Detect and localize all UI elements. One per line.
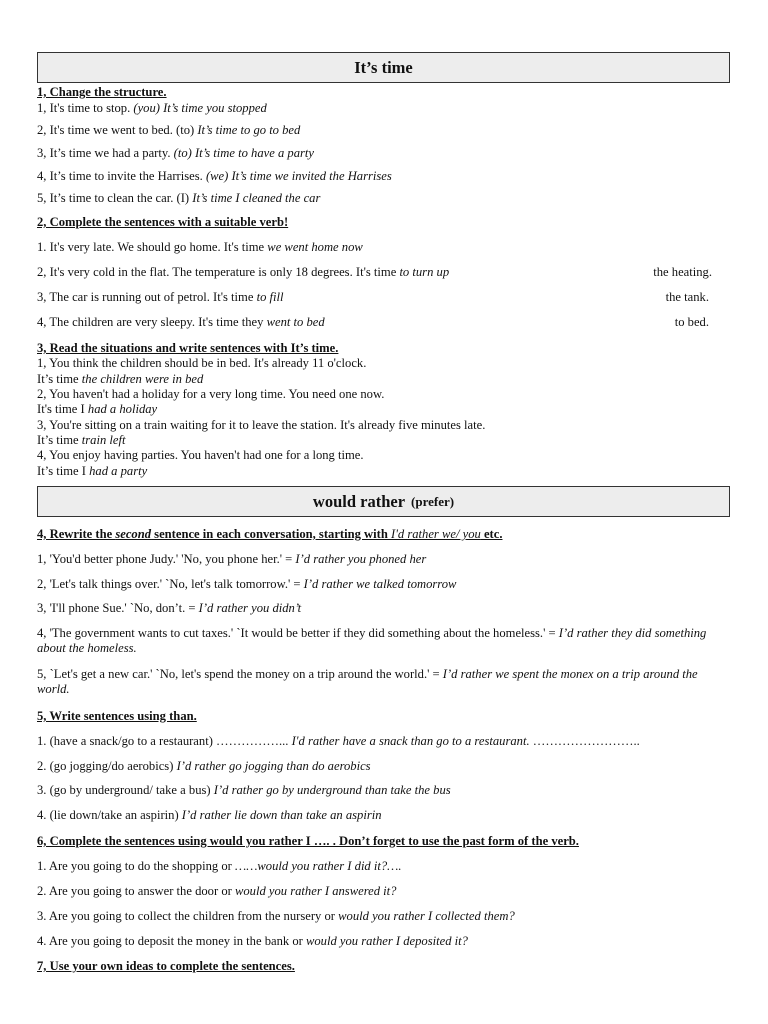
answer-text: I’d rather we spent the monex on a trip around the world. [37, 667, 698, 696]
s3-line-4 [37, 402, 157, 417]
question-text: It’s time [37, 372, 82, 386]
answer-text: had a holiday [87, 402, 158, 416]
section1-heading: 1, Change the structure. [37, 85, 167, 99]
page-title: It’s time [354, 57, 413, 77]
question-text: 1. Are you going to do the shopping or [37, 859, 235, 873]
s2-item-3-end: the tank. [665, 290, 709, 304]
answer-text: I’d rather you didn’t [198, 601, 302, 615]
s1-item-1 [37, 101, 267, 116]
s2-item-4-end: to bed. [674, 315, 709, 329]
section2-heading: 2, Complete the sentences with a suitable verb! [37, 215, 289, 229]
s2-item-2-end: the heating. [653, 265, 712, 279]
s6-item-1 [37, 859, 402, 874]
section-title: would rather [312, 491, 406, 511]
answer-text: had a party [89, 464, 148, 478]
situation-text: 2, You haven't had a holiday for a very long time. You need one now. [37, 387, 385, 401]
s3-line-8 [37, 464, 147, 479]
s3-line-6 [37, 433, 126, 448]
s4-item-1 [37, 552, 426, 567]
s5-item-4 [37, 808, 382, 823]
heading-part: I'd rather we/ you [391, 527, 481, 541]
question-text: 3, The car is running out of petrol. It's time [37, 290, 257, 304]
section3-heading: 3, Read the situations and write sentences with It’s time. [37, 341, 339, 355]
s5-item-2 [37, 759, 371, 774]
answer-text: (you) It’s time you stopped [133, 101, 267, 115]
situation-text: 4, You enjoy having parties. You haven't had one for a long time. [37, 448, 364, 462]
s2-item-1 [37, 240, 363, 255]
s5-item-1 [37, 734, 640, 749]
situation-text: 3, You're sitting on a train waiting for it to leave the station. It's already five minutes late. [37, 418, 486, 432]
s2-item-4 [37, 315, 325, 330]
answer-text: would you rather I collected them? [338, 909, 515, 923]
question-text: 4, It’s time to invite the Harrises. [37, 169, 206, 183]
answer-text: It’s time I cleaned the car [192, 191, 321, 205]
title-box-would-rather [37, 486, 730, 517]
question-text: 2, It's time we went to bed. (to) [37, 123, 198, 137]
s4-item-4 [37, 626, 729, 656]
question-text: 4. (lie down/take an aspirin) [37, 808, 182, 822]
s3-line-2 [37, 372, 203, 387]
answer-text: ……would you rather I did it?…. [235, 859, 402, 873]
question-text: 1. (have a snack/go to a restaurant) ……………... [37, 734, 292, 748]
question-text: It’s time [37, 433, 82, 447]
s2-item-2 [37, 265, 449, 280]
question-text: 4, 'The government wants to cut taxes.' `It would be better if they did something about the homeless.' = [37, 626, 559, 640]
question-text: 5, It’s time to clean the car. (I) [37, 191, 193, 205]
s6-item-2 [37, 884, 396, 899]
answer-text: I’d rather we talked tomorrow [303, 577, 457, 591]
answer-text: I'd rather have a snack than go to a restaurant. [291, 734, 530, 748]
question-text: 2, 'Let's talk things over.' `No, let's talk tomorrow.' = [37, 577, 304, 591]
s1-item-2 [37, 123, 300, 138]
question-text: 3. Are you going to collect the children from the nursery or [37, 909, 339, 923]
s4-item-5 [37, 667, 729, 697]
s1-item-3 [37, 146, 314, 161]
question-text: 1. It's very late. We should go home. It's time [37, 240, 268, 254]
section-subtitle: (prefer) [411, 493, 455, 509]
answer-text: I’d rather lie down than take an aspirin [181, 808, 382, 822]
answer-text: to fill [256, 290, 284, 304]
answer-text: I’d rather go by underground than take the bus [213, 783, 451, 797]
heading-part: etc. [480, 527, 503, 541]
heading-part: 4, Rewrite the [37, 527, 116, 541]
s3-line-7 [37, 448, 364, 463]
answer-text: would you rather I deposited it? [305, 934, 468, 948]
answer-text: (to) It’s time to have a party [173, 146, 314, 160]
heading-part: second [115, 527, 152, 541]
question-text: 4. Are you going to deposit the money in the bank or [37, 934, 306, 948]
s6-item-4 [37, 934, 468, 949]
s3-line-3 [37, 387, 384, 402]
question-text: 2. (go jogging/do aerobics) [37, 759, 177, 773]
answer-text: I’d rather go jogging than do aerobics [176, 759, 371, 773]
answer-text: the children were in bed [81, 372, 204, 386]
heading-part: sentence in each conversation, starting with [151, 527, 391, 541]
question-text: 3. (go by underground/ take a bus) [37, 783, 214, 797]
question-text: 2. Are you going to answer the door or [37, 884, 235, 898]
s4-item-3 [37, 601, 301, 616]
answer-text: would you rather I answered it? [234, 884, 397, 898]
answer-text: I’d rather they did something about the homeless. [37, 626, 707, 655]
section5-heading: 5, Write sentences using than. [37, 709, 197, 723]
question-text: 5, `Let's get a new car.' `No, let's spend the money on a trip around the world.' = [37, 667, 443, 681]
question-text: 4, The children are very sleepy. It's time they [37, 315, 267, 329]
section6-heading: 6, Complete the sentences using would you rather I …. . Don’t forget to use the past form of the verb. [37, 834, 579, 848]
section7-heading: 7, Use your own ideas to complete the sentences. [37, 959, 295, 973]
situation-text: 1, You think the children should be in bed. It's already 11 o'clock. [37, 356, 367, 370]
s4-item-2 [37, 577, 456, 592]
answer-text: went to bed [266, 315, 325, 329]
s1-item-5 [37, 191, 320, 206]
answer-text: to turn up [399, 265, 450, 279]
answer-text: It’s time to go to bed [197, 123, 301, 137]
question-text: 3, 'I'll phone Sue.' `No, don’t. = [37, 601, 199, 615]
question-text: 3, It’s time we had a party. [37, 146, 174, 160]
title-box-its-time [37, 52, 730, 83]
dotted-tail: …………………….. [529, 734, 640, 748]
s1-item-4 [37, 169, 392, 184]
question-text: It’s time I [37, 464, 90, 478]
s3-line-1 [37, 356, 366, 371]
answer-text: train left [81, 433, 126, 447]
question-text: 1, 'You'd better phone Judy.' 'No, you phone her.' = [37, 552, 296, 566]
question-text: It's time I [37, 402, 88, 416]
answer-text: we went home now [267, 240, 363, 254]
answer-text: I’d rather you phoned her [295, 552, 427, 566]
section4-heading [37, 527, 502, 542]
s6-item-3 [37, 909, 515, 924]
question-text: 2, It's very cold in the flat. The temperature is only 18 degrees. It's time [37, 265, 400, 279]
s2-item-3 [37, 290, 284, 305]
s5-item-3 [37, 783, 451, 798]
s3-line-5 [37, 418, 485, 433]
question-text: 1, It's time to stop. [37, 101, 134, 115]
answer-text: (we) It’s time we invited the Harrises [205, 169, 392, 183]
